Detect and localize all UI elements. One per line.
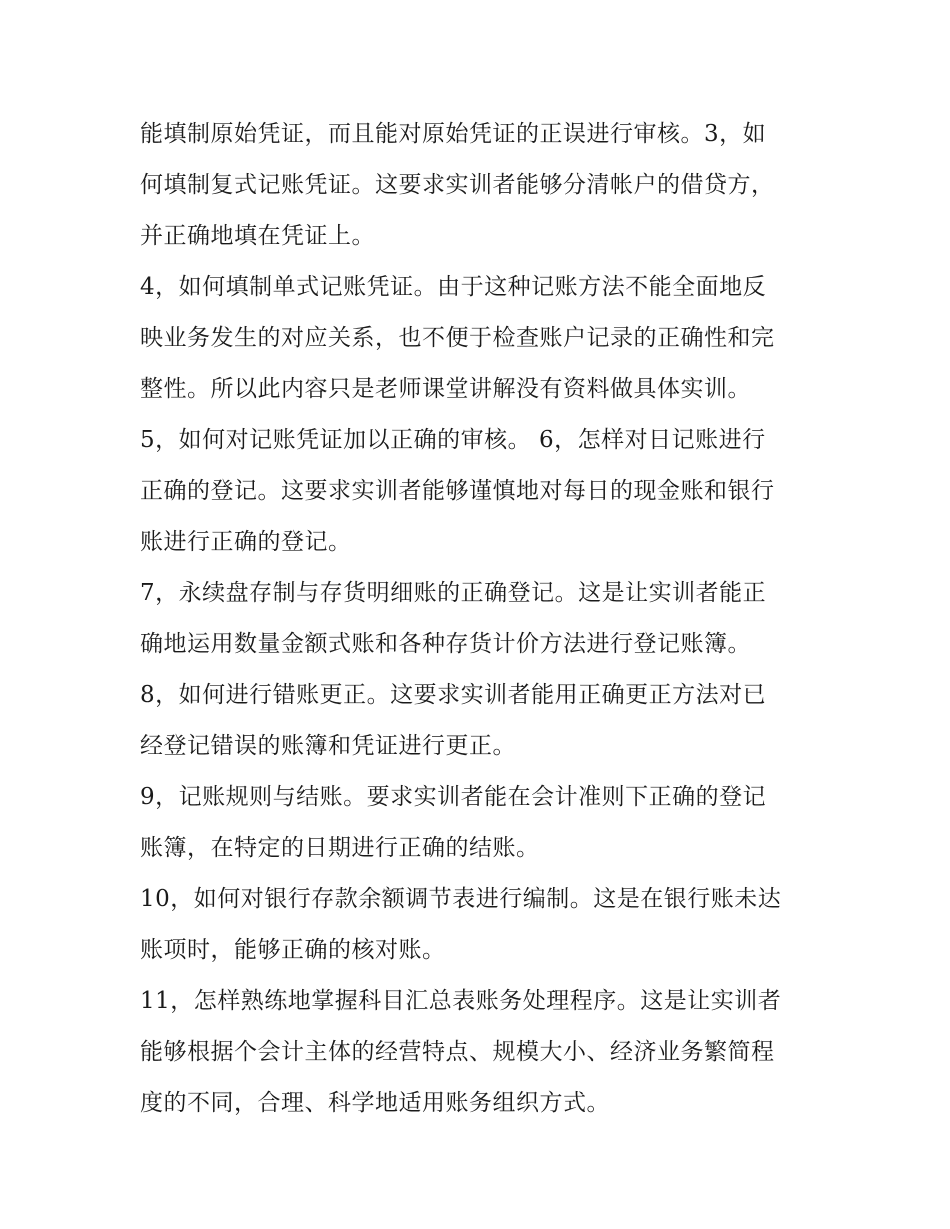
text-line: 9，记账规则与结账。要求实训者能在会计准则下正确的登记 — [140, 784, 767, 810]
document-body — [140, 109, 820, 1129]
text-line: 账项时，能够正确的核对账。 — [140, 937, 446, 963]
text-line: 4，如何填制单式记账凭证。由于这种记账方法不能全面地反 — [140, 274, 767, 300]
text-line: 并正确地填在凭证上。 — [140, 223, 375, 249]
text-line: 账进行正确的登记。 — [140, 529, 352, 555]
text-line: 5，如何对记账凭证加以正确的审核。 6，怎样对日记账进行 — [140, 427, 766, 453]
text-line: 整性。所以此内容只是老师课堂讲解没有资料做具体实训。 — [140, 376, 751, 402]
text-line: 10，如何对银行存款余额调节表进行编制。这是在银行账未达 — [140, 886, 782, 912]
text-line: 映业务发生的对应关系，也不便于检查账户记录的正确性和完 — [140, 325, 775, 351]
text-line: 何填制复式记账凭证。这要求实训者能够分清帐户的借贷方， — [140, 172, 775, 198]
text-line: 7，永续盘存制与存货明细账的正确登记。这是让实训者能正 — [140, 580, 767, 606]
text-line: 确地运用数量金额式账和各种存货计价方法进行登记账簿。 — [140, 631, 751, 657]
text-line: 账簿，在特定的日期进行正确的结账。 — [140, 835, 540, 861]
text-line: 8，如何进行错账更正。这要求实训者能用正确更正方法对已 — [140, 682, 767, 708]
text-line: 11，怎样熟练地掌握科目汇总表账务处理程序。这是让实训者 — [140, 988, 782, 1014]
text-line: 经登记错误的账簿和凭证进行更正。 — [140, 733, 516, 759]
text-line: 度的不同，合理、科学地适用账务组织方式。 — [140, 1090, 610, 1116]
text-line: 能够根据个会计主体的经营特点、规模大小、经济业务繁简程 — [140, 1039, 775, 1065]
text-line: 能填制原始凭证，而且能对原始凭证的正误进行审核。3，如 — [140, 121, 767, 147]
text-line: 正确的登记。这要求实训者能够谨慎地对每日的现金账和银行 — [140, 478, 775, 504]
